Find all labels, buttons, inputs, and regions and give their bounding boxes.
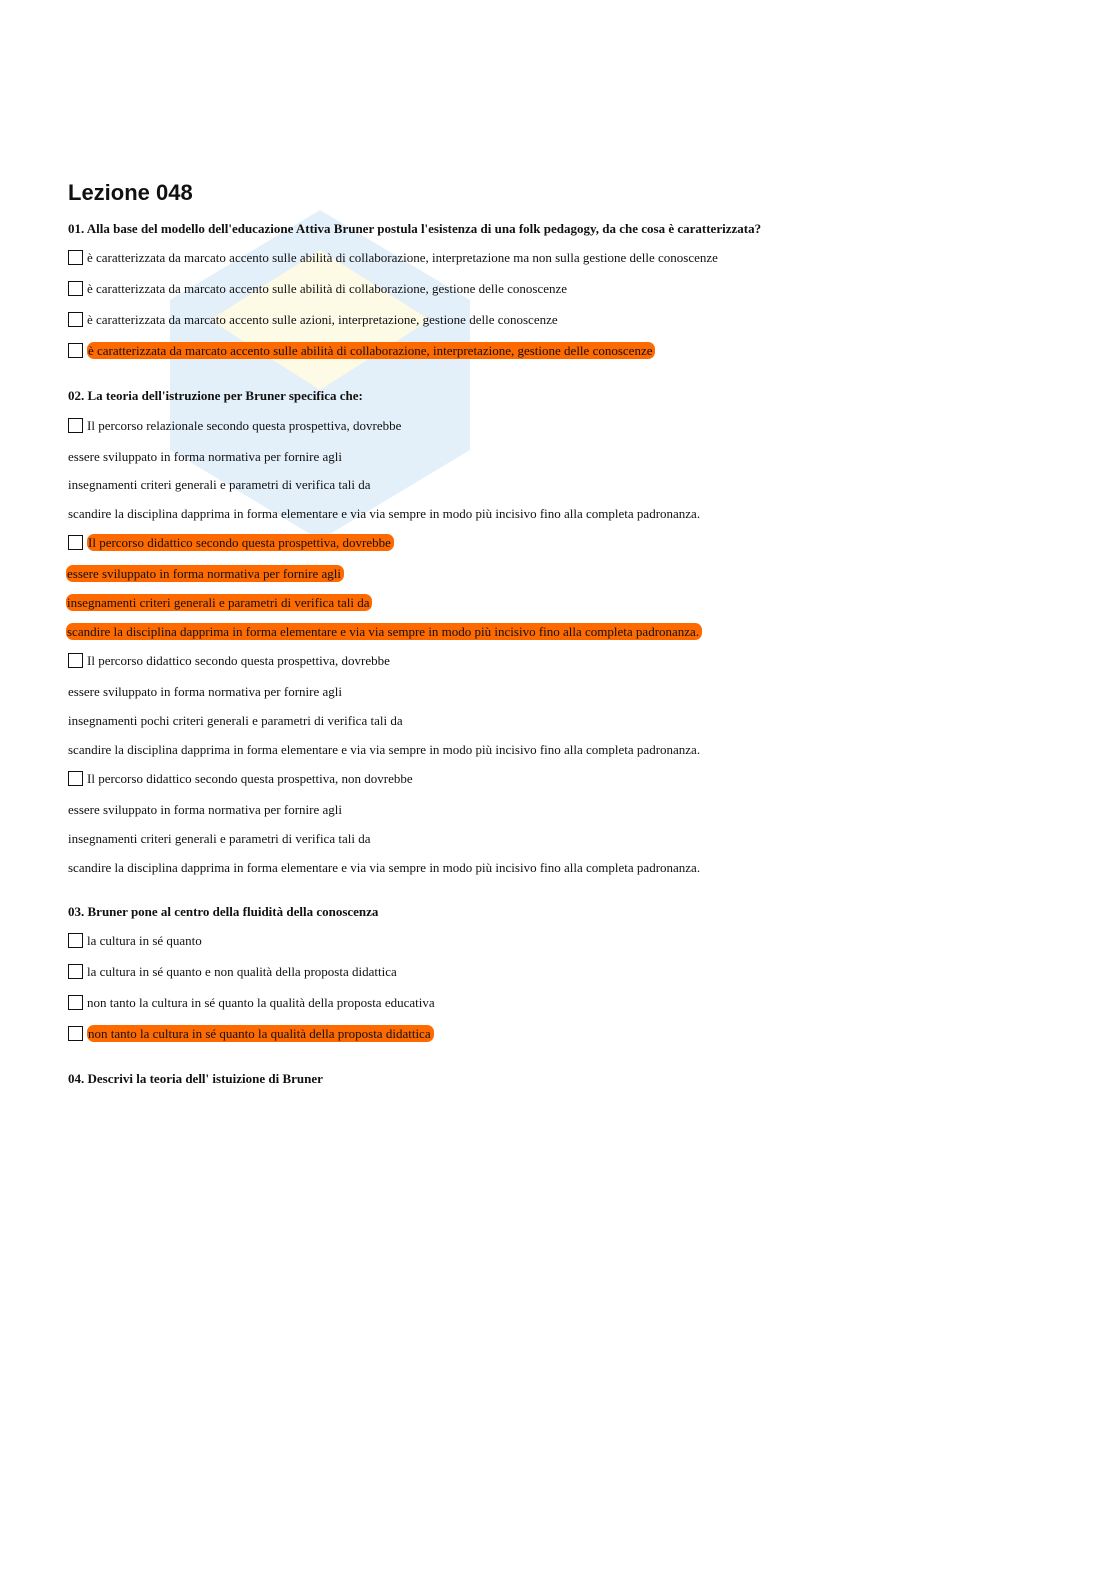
- q3-option-4-correct[interactable]: [68, 1025, 434, 1042]
- q3-option-3[interactable]: [68, 994, 435, 1011]
- checkbox[interactable]: [68, 771, 83, 786]
- q3-option-1[interactable]: [68, 932, 202, 949]
- option-text: essere sviluppato in forma normativa per fornire agli: [68, 684, 342, 699]
- checkbox[interactable]: [68, 964, 83, 979]
- question-1-title: 01. Alla base del modello dell'educazione Attiva Bruner postula l'esistenza di una folk pedagogy, da che cosa è caratterizzata?: [68, 221, 762, 236]
- option-text: la cultura in sé quanto: [87, 933, 202, 948]
- option-text: la cultura in sé quanto e non qualità della proposta didattica: [87, 964, 397, 979]
- checkbox[interactable]: [68, 418, 83, 433]
- option-text: Il percorso didattico secondo questa prospettiva, dovrebbe: [87, 653, 390, 668]
- option-text: insegnamenti criteri generali e parametri di verifica tali da: [68, 831, 371, 846]
- checkbox[interactable]: [68, 250, 83, 265]
- q3-option-2[interactable]: [68, 963, 397, 980]
- option-text: non tanto la cultura in sé quanto la qualità della proposta educativa: [87, 995, 435, 1010]
- q1-option-3[interactable]: [68, 311, 558, 328]
- option-text: è caratterizzata da marcato accento sulle abilità di collaborazione, gestione delle conoscenze: [87, 281, 568, 296]
- checkbox[interactable]: [68, 312, 83, 327]
- option-text: essere sviluppato in forma normativa per fornire agli: [68, 449, 342, 464]
- checkbox[interactable]: [68, 995, 83, 1010]
- highlighted-answer: scandire la disciplina dapprima in forma elementare e via via sempre in modo più incisivo fino alla completa padronanza.: [66, 623, 702, 640]
- q2-option-1[interactable]: [68, 417, 401, 434]
- page-title: Lezione 048: [68, 180, 193, 205]
- option-text: Il percorso relazionale secondo questa prospettiva, dovrebbe: [87, 418, 402, 433]
- option-text: essere sviluppato in forma normativa per fornire agli: [68, 802, 342, 817]
- checkbox[interactable]: [68, 933, 83, 948]
- q1-option-2[interactable]: [68, 280, 567, 297]
- highlighted-answer: Il percorso didattico secondo questa prospettiva, dovrebbe: [87, 534, 394, 551]
- q2-option-3[interactable]: [68, 652, 390, 669]
- highlighted-answer: non tanto la cultura in sé quanto la qualità della proposta didattica: [87, 1025, 434, 1042]
- question-3-title: 03. Bruner pone al centro della fluidità della conoscenza: [68, 904, 379, 919]
- option-text: è caratterizzata da marcato accento sulle azioni, interpretazione, gestione delle conoscenze: [87, 312, 558, 327]
- q2-option-4[interactable]: [68, 770, 413, 787]
- q1-option-1[interactable]: [68, 249, 718, 266]
- checkbox[interactable]: [68, 1026, 83, 1041]
- checkbox[interactable]: [68, 535, 83, 550]
- highlighted-answer: essere sviluppato in forma normativa per fornire agli: [66, 565, 344, 582]
- option-text: Il percorso didattico secondo questa prospettiva, non dovrebbe: [87, 771, 413, 786]
- checkbox[interactable]: [68, 343, 83, 358]
- highlighted-answer: insegnamenti criteri generali e parametri di verifica tali da: [66, 594, 372, 611]
- question-2-title: 02. La teoria dell'istruzione per Bruner specifica che:: [68, 388, 363, 403]
- option-text: insegnamenti criteri generali e parametri di verifica tali da: [68, 477, 371, 492]
- q2-option-2-correct[interactable]: [68, 534, 394, 551]
- highlighted-answer: è caratterizzata da marcato accento sulle abilità di collaborazione, interpretazione, gestione delle conoscenze: [87, 342, 655, 359]
- q1-option-4-correct[interactable]: [68, 342, 655, 359]
- checkbox[interactable]: [68, 281, 83, 296]
- option-text: scandire la disciplina dapprima in forma elementare e via via sempre in modo più incisivo fino alla completa padronanza.: [68, 506, 701, 521]
- option-text: è caratterizzata da marcato accento sulle abilità di collaborazione, interpretazione ma non sulla gestione delle conoscenze: [87, 250, 718, 265]
- option-text: scandire la disciplina dapprima in forma elementare e via via sempre in modo più incisivo fino alla completa padronanza.: [68, 742, 701, 757]
- checkbox[interactable]: [68, 653, 83, 668]
- option-text: scandire la disciplina dapprima in forma elementare e via via sempre in modo più incisivo fino alla completa padronanza.: [68, 860, 701, 875]
- option-text: insegnamenti pochi criteri generali e parametri di verifica tali da: [68, 713, 403, 728]
- question-4-title: 04. Descrivi la teoria dell' istuizione di Bruner: [68, 1071, 323, 1086]
